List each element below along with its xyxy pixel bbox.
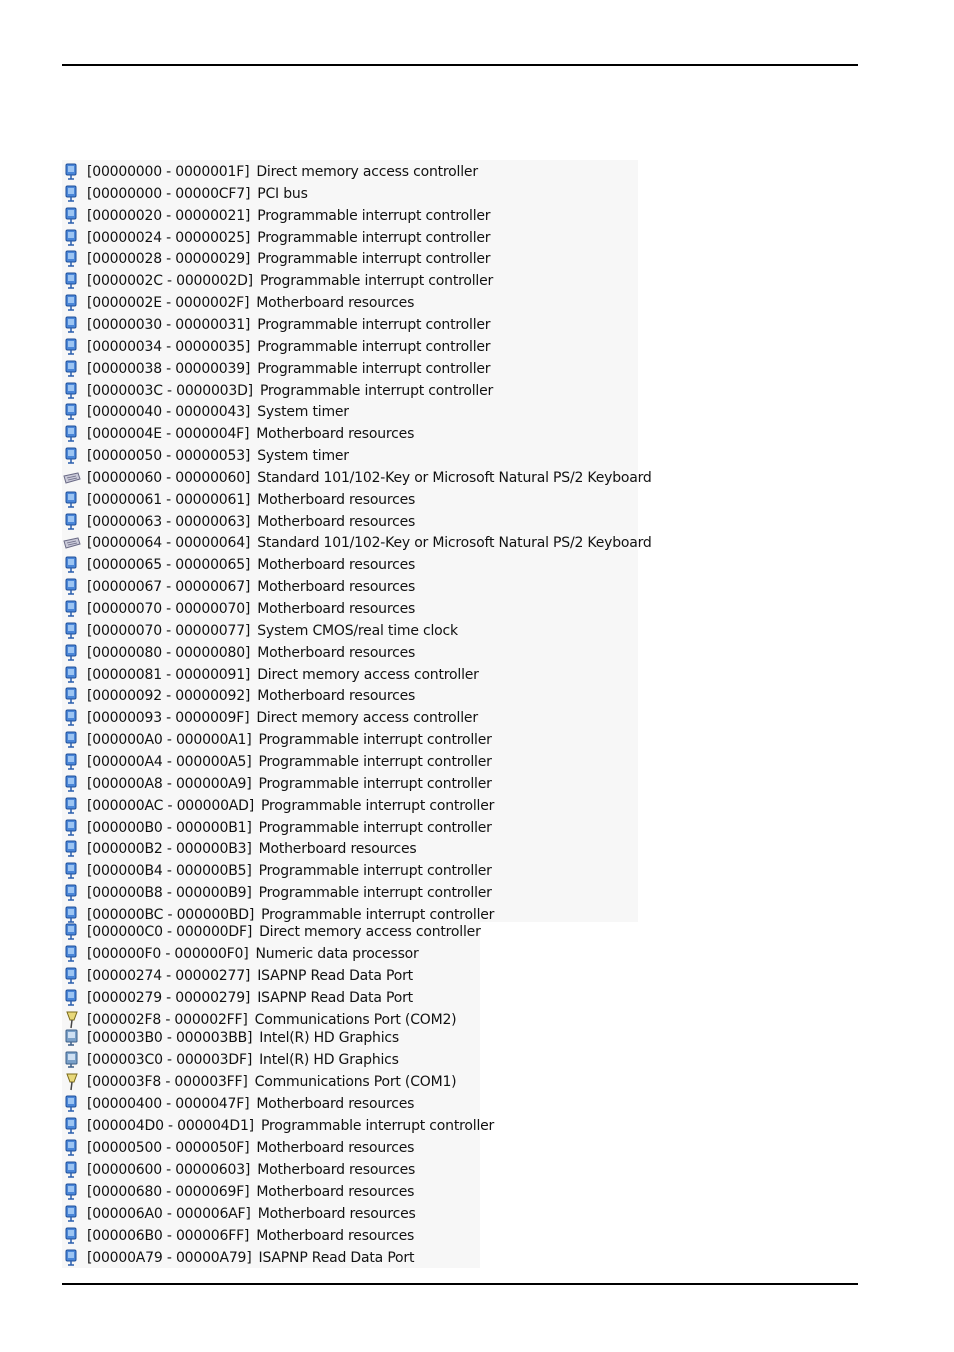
device-name: System CMOS/real time clock — [257, 622, 458, 639]
device-name: Programmable interrupt controller — [258, 732, 492, 749]
device-name: Programmable interrupt controller — [260, 1117, 495, 1134]
system-device-icon — [63, 272, 81, 290]
address-range: [00000060 - 00000060] — [87, 469, 251, 486]
system-device-icon — [63, 1249, 81, 1267]
address-range: [000000B2 - 000000B3] — [87, 841, 252, 858]
device-name: Motherboard resources — [257, 601, 416, 617]
resource-row[interactable] — [62, 665, 479, 685]
resource-row[interactable] — [62, 359, 490, 379]
address-range: [000000A0 - 000000A1] — [87, 732, 252, 749]
resource-row[interactable] — [62, 1160, 415, 1180]
address-range: [000000BC - 000000BD] — [87, 906, 255, 923]
resource-row[interactable] — [62, 337, 490, 357]
system-device-icon — [63, 382, 81, 400]
device-name: Motherboard resources — [256, 1183, 415, 1200]
system-device-icon — [63, 338, 81, 356]
system-device-icon — [63, 403, 81, 421]
keyboard-icon — [63, 469, 81, 487]
device-name: Programmable interrupt controller — [259, 382, 494, 399]
system-device-icon — [63, 840, 81, 858]
device-name: Programmable interrupt controller — [257, 338, 491, 355]
address-range: [00000063 - 00000063] — [87, 513, 251, 530]
address-range: [00000034 - 00000035] — [87, 338, 251, 355]
device-name: Motherboard resources — [257, 1161, 416, 1178]
address-range: [000000C0 - 000000DF] — [87, 924, 253, 940]
system-device-icon — [63, 945, 81, 963]
address-range: [00000500 - 0000050F] — [87, 1139, 250, 1156]
address-range: [00000040 - 00000043] — [87, 404, 251, 421]
system-device-icon — [63, 425, 81, 443]
address-range: [0000003C - 0000003D] — [87, 382, 253, 399]
system-device-icon — [63, 775, 81, 793]
system-device-icon — [63, 556, 81, 574]
device-name: Direct memory access controller — [256, 710, 478, 727]
system-device-icon — [63, 316, 81, 334]
address-range: [000000B0 - 000000B1] — [87, 819, 252, 836]
resource-row[interactable] — [62, 861, 492, 881]
resource-row[interactable] — [62, 490, 415, 510]
resource-row[interactable] — [62, 271, 493, 291]
address-range: [00000070 - 00000077] — [87, 622, 251, 639]
resource-row[interactable] — [62, 621, 458, 641]
system-device-icon — [63, 709, 81, 727]
device-name: Intel(R) HD Graphics — [259, 1030, 399, 1046]
device-name: Programmable interrupt controller — [258, 753, 492, 770]
device-name: Programmable interrupt controller — [257, 251, 491, 268]
resource-row[interactable] — [62, 468, 652, 488]
address-range: [000002F8 - 000002FF] — [87, 1011, 248, 1028]
device-name: Programmable interrupt controller — [261, 906, 495, 923]
resource-row[interactable] — [62, 966, 413, 986]
serial-port-icon — [63, 1011, 81, 1029]
device-name: Programmable interrupt controller — [258, 819, 492, 836]
resource-row[interactable] — [62, 184, 308, 204]
system-device-icon — [63, 1183, 81, 1201]
serial-port-icon — [63, 1073, 81, 1091]
resource-row[interactable] — [62, 1050, 399, 1070]
device-name: ISAPNP Read Data Port — [258, 1249, 415, 1266]
address-range: [00000067 - 00000067] — [87, 579, 251, 596]
system-device-icon — [63, 163, 81, 181]
resource-row[interactable] — [62, 1010, 456, 1030]
address-range: [00000024 - 00000025] — [87, 229, 251, 246]
device-name: Motherboard resources — [256, 295, 415, 312]
system-device-icon — [63, 622, 81, 640]
device-name: Programmable interrupt controller — [258, 775, 492, 792]
address-range: [00000038 - 00000039] — [87, 360, 251, 377]
resource-row[interactable] — [62, 599, 415, 619]
device-name: System timer — [257, 404, 349, 421]
resource-row[interactable] — [62, 1182, 414, 1202]
system-device-icon — [63, 1117, 81, 1135]
display-adapter-icon — [63, 1051, 81, 1069]
system-device-icon — [63, 884, 81, 902]
address-range: [000000B4 - 000000B5] — [87, 863, 252, 880]
device-name: Programmable interrupt controller — [257, 360, 491, 377]
system-device-icon — [63, 731, 81, 749]
system-device-icon — [63, 207, 81, 225]
resource-row[interactable] — [62, 228, 490, 248]
keyboard-icon — [63, 534, 81, 552]
footer-rule — [62, 1283, 858, 1285]
device-name: Intel(R) HD Graphics — [259, 1052, 399, 1068]
resource-row[interactable] — [62, 1116, 494, 1136]
address-range: [0000004E - 0000004F] — [87, 426, 250, 443]
system-device-icon — [63, 923, 81, 941]
device-name: Direct memory access controller — [259, 924, 481, 940]
device-name: PCI bus — [257, 185, 308, 202]
device-name: Standard 101/102-Key or Microsoft Natural PS/2 Keyboard — [257, 469, 652, 486]
resource-row[interactable] — [62, 1226, 414, 1246]
resource-row[interactable] — [62, 839, 417, 859]
resource-row[interactable] — [62, 643, 415, 663]
system-device-icon — [63, 600, 81, 618]
system-device-icon — [63, 862, 81, 880]
resource-row[interactable] — [62, 315, 490, 335]
system-device-icon — [63, 185, 81, 203]
device-name: Programmable interrupt controller — [257, 316, 491, 333]
address-range: [00000279 - 00000279] — [87, 989, 251, 1006]
address-range: [000000A4 - 000000A5] — [87, 753, 252, 770]
address-range: [000003F8 - 000003FF] — [87, 1074, 248, 1090]
resource-row[interactable] — [62, 1138, 414, 1158]
system-device-icon — [63, 1161, 81, 1179]
address-range: [00000A79 - 00000A79] — [87, 1249, 252, 1266]
device-name: ISAPNP Read Data Port — [257, 967, 413, 984]
address-range: [00000400 - 0000047F] — [87, 1095, 250, 1112]
resource-row[interactable] — [62, 381, 493, 401]
address-range: [0000002C - 0000002D] — [87, 273, 253, 290]
system-device-icon — [63, 1227, 81, 1245]
address-range: [00000093 - 0000009F] — [87, 710, 250, 727]
system-device-icon — [63, 666, 81, 684]
address-range: [000000AC - 000000AD] — [87, 797, 255, 814]
resource-row[interactable] — [62, 1072, 456, 1092]
device-name: Programmable interrupt controller — [258, 885, 492, 902]
system-device-icon — [63, 1095, 81, 1113]
io-resource-screenshot — [62, 160, 652, 1268]
resource-row[interactable] — [62, 424, 414, 444]
address-range: [000006B0 - 000006FF] — [87, 1227, 250, 1244]
resource-row[interactable] — [62, 533, 652, 553]
address-range: [00000061 - 00000061] — [87, 491, 251, 508]
device-name: Motherboard resources — [257, 688, 416, 705]
resource-row[interactable] — [62, 162, 478, 182]
address-range: [00000030 - 00000031] — [87, 316, 251, 333]
device-name: Direct memory access controller — [257, 666, 479, 683]
address-range: [00000064 - 00000064] — [87, 535, 251, 552]
device-name: Communications Port (COM2) — [254, 1011, 457, 1028]
device-name: Programmable interrupt controller — [259, 273, 494, 290]
address-range: [0000002E - 0000002F] — [87, 295, 250, 312]
device-name: Programmable interrupt controller — [257, 207, 491, 224]
address-range: [00000000 - 0000001F] — [87, 164, 250, 180]
device-name: Motherboard resources — [256, 1095, 415, 1112]
device-name: Direct memory access controller — [256, 164, 478, 180]
system-device-icon — [63, 753, 81, 771]
system-device-icon — [63, 967, 81, 985]
device-name: Motherboard resources — [257, 644, 416, 661]
device-name: Motherboard resources — [257, 1205, 416, 1222]
resource-row[interactable] — [62, 686, 415, 706]
resource-row[interactable] — [62, 512, 415, 532]
device-name: Standard 101/102-Key or Microsoft Natural PS/2 Keyboard — [257, 535, 652, 552]
address-range: [00000065 - 00000065] — [87, 557, 251, 574]
system-device-icon — [63, 1139, 81, 1157]
resource-row[interactable] — [62, 293, 414, 313]
device-name: Programmable interrupt controller — [258, 863, 492, 880]
resource-row[interactable] — [62, 1248, 414, 1268]
resource-row[interactable] — [62, 446, 349, 466]
system-device-icon — [63, 1205, 81, 1223]
device-name: Programmable interrupt controller — [257, 229, 491, 246]
address-range: [000004D0 - 000004D1] — [87, 1117, 254, 1134]
address-range: [000000B8 - 000000B9] — [87, 885, 252, 902]
system-device-icon — [63, 644, 81, 662]
address-range: [00000274 - 00000277] — [87, 967, 251, 984]
device-name: Motherboard resources — [257, 513, 416, 530]
resource-row[interactable] — [62, 752, 492, 772]
resource-row[interactable] — [62, 402, 349, 422]
resource-row[interactable] — [62, 922, 481, 942]
system-device-icon — [63, 294, 81, 312]
device-name: Motherboard resources — [257, 579, 416, 596]
device-name: System timer — [257, 448, 349, 465]
address-range: [000003C0 - 000003DF] — [87, 1052, 253, 1068]
address-range: [00000081 - 00000091] — [87, 666, 251, 683]
address-range: [00000092 - 00000092] — [87, 688, 251, 705]
resource-row[interactable] — [62, 206, 490, 226]
system-device-icon — [63, 513, 81, 531]
address-range: [00000020 - 00000021] — [87, 207, 251, 224]
system-device-icon — [63, 447, 81, 465]
resource-row[interactable] — [62, 1028, 399, 1048]
resource-row[interactable] — [62, 249, 490, 269]
system-device-icon — [63, 360, 81, 378]
device-name: Communications Port (COM1) — [254, 1074, 457, 1090]
device-name: Motherboard resources — [256, 1227, 415, 1244]
address-range: [000006A0 - 000006AF] — [87, 1205, 251, 1222]
system-device-icon — [63, 250, 81, 268]
address-range: [00000028 - 00000029] — [87, 251, 251, 268]
address-range: [00000070 - 00000070] — [87, 601, 251, 617]
resource-row[interactable] — [62, 577, 415, 597]
resource-row[interactable] — [62, 555, 415, 575]
resource-row[interactable] — [62, 1204, 416, 1224]
system-device-icon — [63, 819, 81, 837]
address-range: [000000F0 - 000000F0] — [87, 945, 249, 962]
device-name: Motherboard resources — [257, 491, 416, 508]
address-range: [00000600 - 00000603] — [87, 1161, 251, 1178]
device-name: Programmable interrupt controller — [261, 797, 495, 814]
device-name: ISAPNP Read Data Port — [257, 989, 413, 1006]
system-device-icon — [63, 687, 81, 705]
resource-row[interactable] — [62, 1094, 414, 1114]
system-device-icon — [63, 578, 81, 596]
address-range: [00000050 - 00000053] — [87, 448, 251, 465]
system-device-icon — [63, 989, 81, 1007]
address-range: [000003B0 - 000003BB] — [87, 1030, 253, 1046]
header-rule — [62, 64, 858, 66]
address-range: [000000A8 - 000000A9] — [87, 775, 252, 792]
device-name: Motherboard resources — [258, 841, 417, 858]
device-name: Numeric data processor — [255, 945, 419, 962]
device-name: Motherboard resources — [256, 1139, 415, 1156]
address-range: [00000080 - 00000080] — [87, 644, 251, 661]
display-adapter-icon — [63, 1029, 81, 1047]
device-name: Motherboard resources — [257, 557, 416, 574]
system-device-icon — [63, 229, 81, 247]
resource-row[interactable] — [62, 944, 419, 964]
resource-row[interactable] — [62, 818, 492, 838]
resource-row[interactable] — [62, 774, 492, 794]
system-device-icon — [63, 491, 81, 509]
resource-row[interactable] — [62, 796, 494, 816]
system-device-icon — [63, 797, 81, 815]
resource-row[interactable] — [62, 708, 478, 728]
address-range: [00000000 - 00000CF7] — [87, 185, 251, 202]
resource-row[interactable] — [62, 730, 492, 750]
device-name: Motherboard resources — [256, 426, 415, 443]
resource-row[interactable] — [62, 883, 492, 903]
resource-row[interactable] — [62, 988, 413, 1008]
address-range: [00000680 - 0000069F] — [87, 1183, 250, 1200]
